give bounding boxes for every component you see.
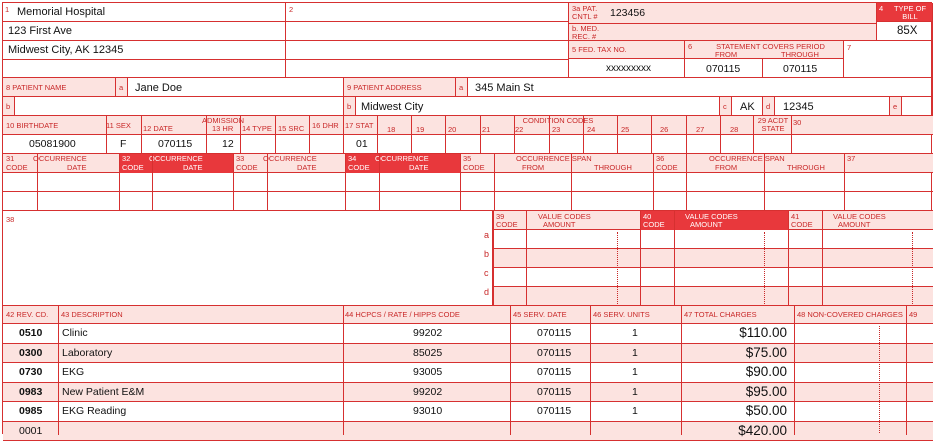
value-codes-41-number: 41 bbox=[791, 213, 799, 221]
statement-from-value: 070115 bbox=[706, 63, 740, 75]
occurrence-31-label: OCCURRENCE bbox=[33, 155, 87, 163]
box-49-header: 49 bbox=[909, 311, 917, 319]
statement-through-value: 070115 bbox=[783, 63, 817, 75]
row10-divider bbox=[753, 116, 754, 154]
admit-date-value: 070115 bbox=[158, 138, 192, 150]
condition-code-25-label: 25 bbox=[621, 126, 629, 134]
noncovered-header: 48 NON-COVERED CHARGES bbox=[797, 311, 903, 319]
box-38-number: 38 bbox=[6, 215, 14, 224]
occurrence-31-number: 31 bbox=[6, 155, 14, 163]
statement-through-label: THROUGH bbox=[781, 51, 819, 59]
value-code-row bbox=[493, 287, 933, 306]
value-code-divider bbox=[640, 211, 641, 306]
occurrence-span-35-number: 35 bbox=[463, 155, 471, 163]
line-serv-units: 1 bbox=[632, 327, 638, 339]
line-hcpcs: 99202 bbox=[413, 386, 442, 398]
line-serv-units: 1 bbox=[632, 347, 638, 359]
occurrence-divider bbox=[571, 154, 572, 211]
patient-name-a-prefix-box bbox=[116, 78, 128, 97]
value-codes-letter-b: b bbox=[484, 250, 489, 258]
provider-address1: 123 First Ave bbox=[8, 25, 72, 37]
occurrence-span-36-from-label: FROM bbox=[715, 164, 737, 172]
occurrence-divider bbox=[119, 154, 120, 211]
patient-city-value: Midwest City bbox=[361, 101, 423, 113]
patient-d-prefix-box bbox=[763, 97, 775, 116]
line-serv-units: 1 bbox=[632, 366, 638, 378]
box-1-number: 1 bbox=[5, 5, 9, 14]
lines-divider bbox=[58, 306, 59, 435]
lines-divider bbox=[794, 306, 795, 435]
line-rev-code: 0985 bbox=[19, 405, 42, 417]
box-4-number: 4 bbox=[879, 5, 883, 13]
lines-divider bbox=[681, 306, 682, 435]
patient-e-prefix: e bbox=[893, 103, 897, 111]
value-codes-39-amount-label: AMOUNT bbox=[543, 221, 576, 229]
row10-divider bbox=[651, 116, 652, 154]
patient-address-label-box bbox=[344, 78, 456, 97]
occurrence-divider bbox=[267, 154, 268, 211]
value-code-cents-divider bbox=[764, 232, 765, 304]
med-rec-box bbox=[569, 24, 877, 41]
row10-divider bbox=[617, 116, 618, 154]
occurrence-row-1 bbox=[3, 173, 933, 192]
noncovered-cents-divider bbox=[879, 326, 880, 433]
patient-address-a-prefix-box bbox=[456, 78, 468, 97]
value-code-divider bbox=[674, 211, 675, 306]
value-codes-39-code-label: CODE bbox=[496, 221, 518, 229]
line-hcpcs: 93005 bbox=[413, 366, 442, 378]
patient-city-b-prefix-box bbox=[344, 97, 356, 116]
patient-c-prefix-box bbox=[720, 97, 732, 116]
line-rev-code: 0300 bbox=[19, 347, 42, 359]
row10-value-band bbox=[3, 135, 933, 154]
occurrence-span-36-label: OCCURRENCE SPAN bbox=[709, 155, 785, 163]
patient-state-box bbox=[732, 97, 763, 116]
value-code-divider bbox=[493, 211, 494, 306]
admit-hr-value: 12 bbox=[222, 138, 234, 150]
patient-d-prefix: d bbox=[766, 103, 770, 111]
line-rev-code: 0983 bbox=[19, 386, 42, 398]
value-code-row bbox=[493, 230, 933, 249]
occurrence-34-code-label: CODE bbox=[348, 164, 370, 172]
box-7 bbox=[844, 41, 933, 78]
value-codes-letter-c: c bbox=[484, 269, 489, 277]
line-serv-units: 1 bbox=[632, 386, 638, 398]
line-total-charges: $110.00 bbox=[703, 325, 787, 340]
line-serv-units: 1 bbox=[632, 405, 638, 417]
patient-name-b-box bbox=[15, 97, 344, 116]
box-6-number: 6 bbox=[688, 43, 692, 51]
condition-code-21-label: 21 bbox=[482, 126, 490, 134]
line-total-charges: $75.00 bbox=[703, 345, 787, 360]
provider-name: Memorial Hospital bbox=[17, 6, 105, 18]
box-7-number: 7 bbox=[847, 43, 851, 52]
pat-cntl-label: 3a PAT. CNTL # bbox=[572, 5, 606, 21]
row10-divider bbox=[206, 116, 207, 154]
statement-from-label: FROM bbox=[715, 51, 737, 59]
occurrence-32-date-label: DATE bbox=[183, 164, 202, 172]
stat-value: 01 bbox=[356, 138, 368, 150]
patient-e-prefix-box bbox=[890, 97, 902, 116]
patient-name-box bbox=[128, 78, 344, 97]
total-charges-header: 47 TOTAL CHARGES bbox=[684, 311, 757, 319]
patient-name-label: 8 PATIENT NAME bbox=[6, 84, 66, 92]
occurrence-span-35-through-label: THROUGH bbox=[594, 164, 632, 172]
serv-units-header: 46 SERV. UNITS bbox=[593, 311, 650, 319]
value-code-row bbox=[493, 268, 933, 287]
row10-divider bbox=[686, 116, 687, 154]
occurrence-33-number: 33 bbox=[236, 155, 244, 163]
line-hcpcs: 99202 bbox=[413, 327, 442, 339]
condition-codes-label: CONDITION CODES bbox=[483, 117, 633, 125]
type-of-bill-header bbox=[877, 3, 933, 22]
value-code-divider bbox=[526, 211, 527, 306]
occurrence-divider bbox=[345, 154, 346, 211]
row10-divider bbox=[240, 116, 241, 154]
occurrence-divider bbox=[494, 154, 495, 211]
description-header: 43 DESCRIPTION bbox=[61, 311, 123, 319]
patient-e-box bbox=[902, 97, 933, 116]
occurrence-33-code-label: CODE bbox=[236, 164, 258, 172]
patient-zip-value: 12345 bbox=[783, 101, 814, 113]
patient-street-value: 345 Main St bbox=[475, 82, 534, 94]
occurrence-span-36-code-label: CODE bbox=[656, 164, 678, 172]
admission-label: ADMISSION bbox=[178, 117, 268, 125]
dhr-label: 16 DHR bbox=[312, 122, 339, 130]
condition-code-26-label: 26 bbox=[660, 126, 668, 134]
patient-zip-box bbox=[775, 97, 890, 116]
occurrence-31-code-label: CODE bbox=[6, 164, 28, 172]
value-code-divider bbox=[788, 211, 789, 306]
value-codes-41-code-label: CODE bbox=[791, 221, 813, 229]
patient-c-prefix: c bbox=[723, 103, 727, 111]
line-serv-date: 070115 bbox=[537, 347, 571, 359]
value-codes-39-number: 39 bbox=[496, 213, 504, 221]
hcpcs-header: 44 HCPCS / RATE / HIPPS CODE bbox=[345, 311, 460, 319]
value-code-divider bbox=[822, 211, 823, 306]
type-of-bill-label: TYPE OF BILL bbox=[891, 5, 929, 21]
value-codes-40-label: VALUE CODES bbox=[685, 213, 738, 221]
total-row-charges: $420.00 bbox=[703, 423, 787, 438]
statement-from-box bbox=[685, 59, 763, 78]
value-codes-letter-d: d bbox=[484, 288, 489, 296]
value-codes-40-number: 40 bbox=[643, 213, 651, 221]
line-hcpcs: 93010 bbox=[413, 405, 442, 417]
occurrence-span-35-label: OCCURRENCE SPAN bbox=[516, 155, 592, 163]
row10-divider bbox=[791, 116, 792, 154]
row10-divider bbox=[141, 116, 142, 154]
line-description: EKG bbox=[62, 366, 84, 378]
value-codes-40-code-label: CODE bbox=[643, 221, 665, 229]
line-serv-date: 070115 bbox=[537, 386, 571, 398]
row10-divider bbox=[514, 116, 515, 154]
lines-divider bbox=[510, 306, 511, 435]
occurrence-31-date-label: DATE bbox=[67, 164, 86, 172]
condition-code-24-label: 24 bbox=[587, 126, 595, 134]
fed-tax-label: 5 FED. TAX NO. bbox=[572, 46, 627, 54]
condition-code-22-label: 22 bbox=[515, 126, 523, 134]
row10-divider bbox=[377, 116, 378, 154]
line-total-charges: $90.00 bbox=[703, 364, 787, 379]
row10-divider bbox=[106, 116, 107, 154]
box-2-number: 2 bbox=[289, 5, 293, 14]
line-total-charges: $95.00 bbox=[703, 384, 787, 399]
row10-divider bbox=[720, 116, 721, 154]
stat-label: 17 STAT bbox=[345, 122, 373, 130]
line-serv-date: 070115 bbox=[537, 366, 571, 378]
occurrence-32-code-label: CODE bbox=[122, 164, 144, 172]
condition-code-19-label: 19 bbox=[416, 126, 424, 134]
rev-cd-header: 42 REV. CD. bbox=[6, 311, 48, 319]
line-serv-date: 070115 bbox=[537, 327, 571, 339]
statement-label: STATEMENT COVERS PERIOD bbox=[699, 43, 842, 51]
patient-state-value: AK bbox=[740, 101, 755, 113]
patient-street-box bbox=[468, 78, 933, 97]
ub04-claim-form bbox=[2, 2, 932, 434]
row10-divider bbox=[275, 116, 276, 154]
patient-name-label-box bbox=[3, 78, 116, 97]
patient-name-a-prefix: a bbox=[119, 84, 123, 92]
occurrence-divider bbox=[686, 154, 687, 211]
admit-date-label: 12 DATE bbox=[143, 125, 173, 133]
value-codes-40-amount-label: AMOUNT bbox=[690, 221, 723, 229]
occurrence-divider bbox=[653, 154, 654, 211]
acdt-state-label: 29 ACDT STATE bbox=[755, 117, 791, 133]
occurrence-row-2 bbox=[3, 192, 933, 211]
row10-divider bbox=[583, 116, 584, 154]
occurrence-span-36-number: 36 bbox=[656, 155, 664, 163]
admit-hr-label: 13 HR bbox=[212, 125, 233, 133]
occurrence-34-number: 34 bbox=[348, 155, 356, 163]
birthdate-label: 10 BIRTHDATE bbox=[6, 122, 58, 130]
line-description: EKG Reading bbox=[62, 405, 126, 417]
value-code-cents-divider bbox=[912, 232, 913, 304]
row10-divider bbox=[549, 116, 550, 154]
line-hcpcs: 85025 bbox=[413, 347, 442, 359]
occurrence-divider bbox=[844, 154, 845, 211]
patient-address-label: 9 PATIENT ADDRESS bbox=[347, 84, 422, 92]
condition-code-28-label: 28 bbox=[730, 126, 738, 134]
admit-src-label: 15 SRC bbox=[278, 125, 304, 133]
line-description: Laboratory bbox=[62, 347, 112, 359]
statement-label-box bbox=[685, 41, 844, 59]
sex-label: 11 SEX bbox=[106, 122, 131, 130]
occurrence-divider bbox=[37, 154, 38, 211]
value-codes-41-amount-label: AMOUNT bbox=[838, 221, 871, 229]
occurrence-33-label: OCCURRENCE bbox=[263, 155, 317, 163]
condition-code-20-label: 20 bbox=[448, 126, 456, 134]
occurrence-divider bbox=[379, 154, 380, 211]
row10-divider bbox=[445, 116, 446, 154]
provider-address2: Midwest City, AK 12345 bbox=[8, 44, 123, 56]
occurrence-33-date-label: DATE bbox=[297, 164, 316, 172]
sex-value: F bbox=[120, 138, 126, 150]
occurrence-span-36-through-label: THROUGH bbox=[787, 164, 825, 172]
type-of-bill-value: 85X bbox=[897, 25, 917, 37]
patient-city-b-prefix: b bbox=[347, 103, 351, 111]
patient-city-box bbox=[356, 97, 720, 116]
line-rev-code: 0730 bbox=[19, 366, 42, 378]
box-37-number: 37 bbox=[847, 155, 855, 163]
occurrence-divider bbox=[233, 154, 234, 211]
serv-date-header: 45 SERV. DATE bbox=[513, 311, 567, 319]
line-total-charges: $50.00 bbox=[703, 403, 787, 418]
fed-tax-box bbox=[569, 59, 685, 78]
line-serv-date: 070115 bbox=[537, 405, 571, 417]
pat-cntl-value: 123456 bbox=[610, 7, 645, 19]
pat-cntl-box bbox=[569, 3, 877, 24]
admit-type-label: 14 TYPE bbox=[242, 125, 272, 133]
fed-tax-label-box bbox=[569, 41, 685, 59]
med-rec-label: b. MED. REC. # bbox=[572, 25, 606, 41]
patient-name-value: Jane Doe bbox=[135, 82, 182, 94]
row10-divider bbox=[411, 116, 412, 154]
lines-divider bbox=[343, 306, 344, 435]
occurrence-divider bbox=[152, 154, 153, 211]
value-codes-39-label: VALUE CODES bbox=[538, 213, 591, 221]
condition-code-23-label: 23 bbox=[552, 126, 560, 134]
occurrence-span-35-from-label: FROM bbox=[522, 164, 544, 172]
condition-code-27-label: 27 bbox=[696, 126, 704, 134]
occurrence-32-number: 32 bbox=[122, 155, 130, 163]
occurrence-34-label: OCCURRENCE bbox=[375, 155, 429, 163]
line-description: New Patient E&M bbox=[62, 386, 144, 398]
statement-through-box bbox=[763, 59, 844, 78]
value-codes-letter-a: a bbox=[484, 231, 489, 239]
value-codes-41-label: VALUE CODES bbox=[833, 213, 886, 221]
birthdate-value: 05081900 bbox=[29, 138, 76, 150]
line-rev-code: 0510 bbox=[19, 327, 42, 339]
row10-divider bbox=[343, 116, 344, 154]
occurrence-34-date-label: DATE bbox=[409, 164, 428, 172]
line-description: Clinic bbox=[62, 327, 88, 339]
row10-divider bbox=[480, 116, 481, 154]
type-of-bill-box bbox=[877, 22, 933, 41]
value-code-row bbox=[493, 249, 933, 268]
occurrence-divider bbox=[764, 154, 765, 211]
condition-code-18-label: 18 bbox=[387, 126, 395, 134]
lines-divider bbox=[590, 306, 591, 435]
lines-divider bbox=[906, 306, 907, 435]
fed-tax-value: xxxxxxxxx bbox=[606, 63, 651, 74]
patient-address-a-prefix: a bbox=[459, 84, 463, 92]
value-code-cents-divider bbox=[617, 232, 618, 304]
occurrence-32-label: OCCURRENCE bbox=[149, 155, 203, 163]
box-30-number: 30 bbox=[793, 119, 801, 127]
occurrence-divider bbox=[460, 154, 461, 211]
occurrence-span-35-code-label: CODE bbox=[463, 164, 485, 172]
total-row-rev-code: 0001 bbox=[19, 425, 42, 437]
patient-b-prefix: b bbox=[6, 103, 10, 111]
patient-b-prefix-box bbox=[3, 97, 15, 116]
box-38 bbox=[3, 211, 493, 306]
row10-divider bbox=[309, 116, 310, 154]
